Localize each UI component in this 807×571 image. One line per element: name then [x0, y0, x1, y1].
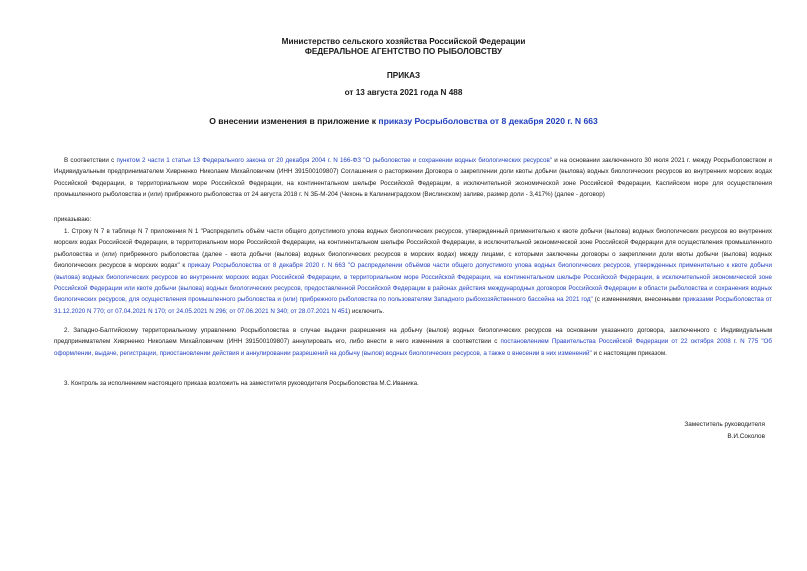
preamble-paragraph [54, 155, 772, 201]
document-type: ПРИКАЗ [386, 71, 421, 80]
signature-block [684, 419, 765, 442]
item-1-paragraph [54, 226, 772, 317]
item-2-paragraph [54, 325, 772, 359]
document-title [0, 116, 807, 126]
ministry-name: Министерство сельского хозяйства Российской Федерации [281, 37, 526, 46]
item-1-text-1: 1. Строку N 7 в таблице N 7 приложения N 1 "Распределить объём части общего допустимого улова водных биологических ресурсов, утвержденный применительно к квоте добычи (вылова) водных биологических ресурсов во внутренних морских водах Российской Федерации, в территориальном море Российской Федерации, на континентальном шельфе Российской Федерации, в исключительной экономической зоне Российской Федерации для осуществления промышленного рыболовства и (или) прибрежного рыболовства (далее - квота добычи (вылова) водных биологических ресурсов в морских водах) между лицами, с которыми заключены договоры о закреплении доли квоты добычи (вылова) водных биологических ресурсов в морских водах" к [54, 228, 772, 270]
document-date-number: от 13 августа 2021 года N 488 [344, 88, 463, 97]
signer-name: В.И.Соколов [727, 432, 765, 440]
title-link[interactable]: приказу Росрыболовства от 8 декабря 2020 г. N 663 [378, 116, 598, 126]
item-2-text-2: и с настоящим приказом. [591, 349, 667, 357]
order-word: приказываю: [54, 216, 92, 223]
title-text: О внесении изменения в приложение к [209, 116, 379, 126]
signer-position: Заместитель руководителя [684, 421, 765, 428]
item-2-text-1: 2. Западно-Балтийскому территориальному управлению Росрыболовства в случае выдачи разрешения на добычу (вылов) водных биологических ресурсов на основании указанного договора, заключенного с Индивидуальным предпринимателем Хиврненко Николаем Михайловичем (ИНН 391500109807) аннулировать его, либо внести в него изменения в соответствии с [54, 327, 772, 346]
preamble-text-1: В соответствии с [64, 157, 117, 164]
amendment-orders-link[interactable]: приказами Росрыболовства от 31.12.2020 N 770; от 07.04.2021 N 170; от 24.05.2021 N 296; от 07.06.2021 N 340; от 28.07.2021 N 451 [54, 296, 772, 315]
item-3-paragraph: 3. Контроль за исполнением настоящего приказа возложить на заместителя руководителя Росрыболовства М.С.Иваника. [64, 380, 419, 387]
government-decree-link[interactable]: постановлением Правительства Российской Федерации от 22 октября 2008 г. N 775 "Об оформлении, выдаче, регистрации, приостановлении действия и аннулировании разрешений на добычу (вылов) водных биологических ресурсов, а также о внесении в них изменений" [54, 338, 772, 357]
item-1-text-3: ) исключить. [348, 307, 385, 315]
law-link[interactable]: пунктом 2 части 1 статьи 13 Федерального закона от 20 декабря 2004 г. N 166-ФЗ "О рыболовстве и сохранении водных биологических ресурсов" [116, 157, 553, 164]
item-1-text-2: (с изменениями, внесенными [592, 296, 683, 304]
order-663-link[interactable]: приказу Росрыболовства от 8 декабря 2020 г. N 663 "О распределении объёмов части общего допустимого улова водных биологических ресурсов, утвержденных применительно к квоте добычи (вылова) водных биологических ресурсов во внутренних морских водах Российской Федерации, в территориальном море Российской Федерации, на континентальном шельфе Российской Федерации, в исключительной экономической зоне Российской Федерации или квоте добычи (вылова) водных биологических ресурсов, предоставленной Российской Федерации в районах действия международных договоров Российской Федерации в области рыболовства и сохранения водных биологических ресурсов, для осуществления промышленного рыболовства и (или) прибрежного рыболовства по пользователям Западного рыбохозяйственного бассейна на 2021 год" [54, 262, 772, 304]
agency-name: ФЕДЕРАЛЬНОЕ АГЕНТСТВО ПО РЫБОЛОВСТВУ [304, 47, 503, 56]
preamble-text-2: и на основании заключенного 30 июля 2021 г. между Росрыболовством и Индивидуальным предпринимателем Хиврненко Николаем Михайловичем (ИНН 391500109807) Соглашения о расторжении Договора о закреплении доли квоты добычи (вылова) водных биологических ресурсов во внутренних морских водах Российской Федерации, в территориальном море Российской Федерации, на континентальном шельфе Российской Федерации, в исключительной экономической зоне Российской Федерации, Каспийском море для осуществления промышленного рыболовства и (или) прибрежного рыболовства от 24 августа 2018 г. N ЗБ-М-204 (Чехонь в Калининградском (Вислинском) заливе, размер доли - 3,417%) (далее - договор) [54, 157, 772, 199]
